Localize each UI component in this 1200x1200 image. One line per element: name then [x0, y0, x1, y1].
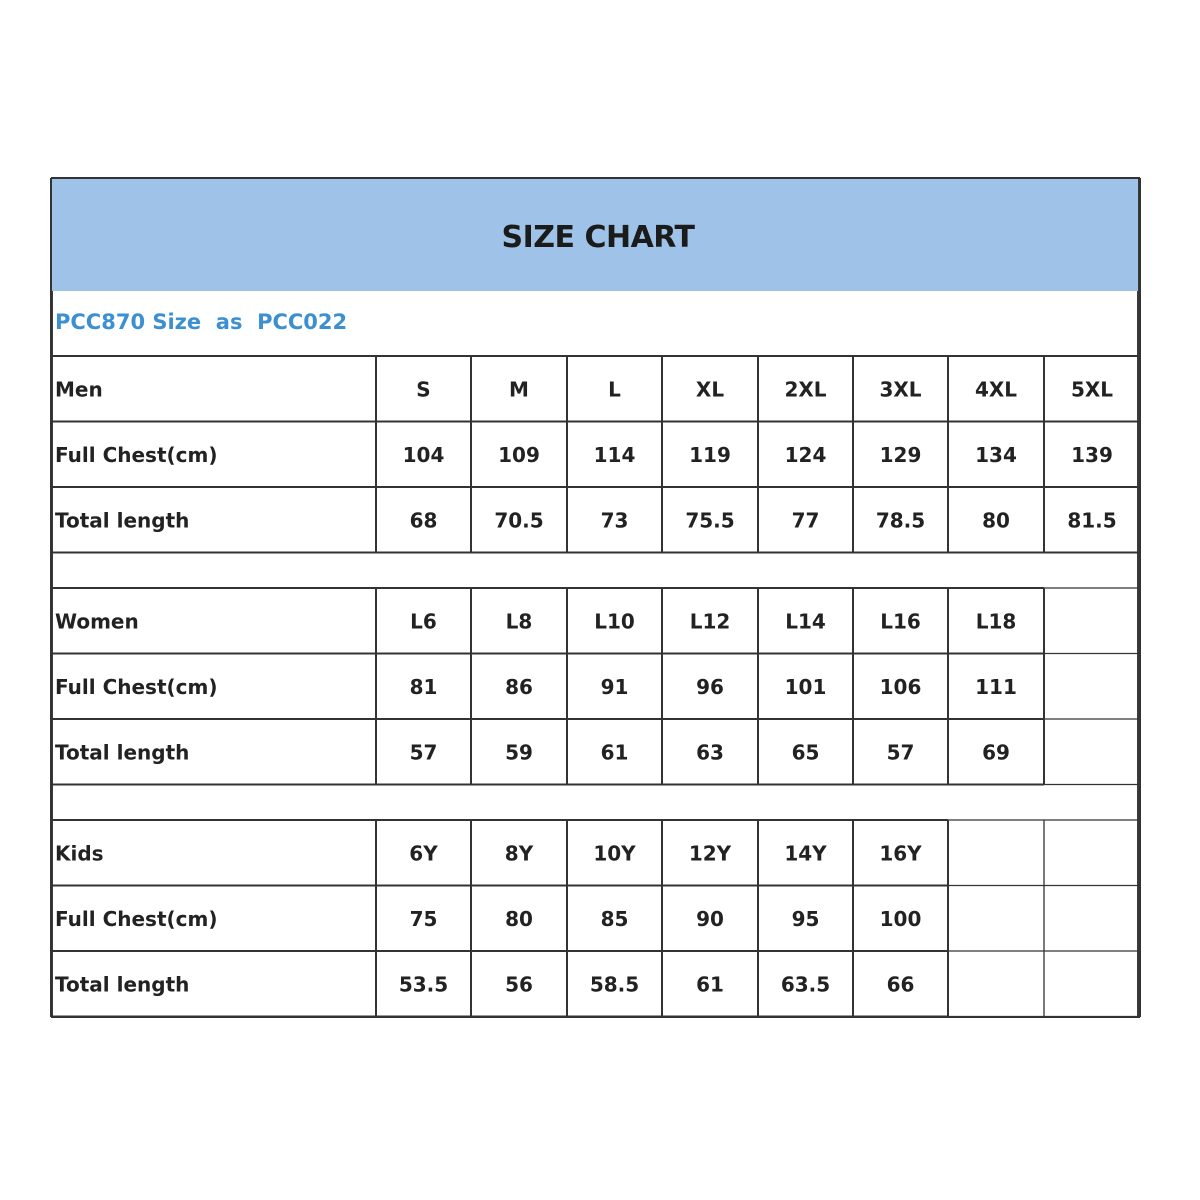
- chart-title: SIZE CHART: [501, 219, 695, 255]
- cell-value: 63: [696, 740, 724, 765]
- size-label: L: [608, 377, 621, 402]
- section-header-label: Women: [55, 609, 139, 634]
- cell-value: 75.5: [685, 508, 735, 533]
- size-label: 16Y: [879, 841, 922, 866]
- cell-value: 57: [409, 740, 438, 765]
- row-label: Total length: [55, 740, 190, 765]
- cell-value: 95: [791, 906, 820, 931]
- size-label: L16: [880, 609, 921, 634]
- size-label: 8Y: [504, 841, 534, 866]
- cell-value: 77: [791, 508, 820, 533]
- cell-value: 81: [409, 674, 438, 699]
- row-label: Total length: [55, 972, 190, 997]
- cell-value: 81.5: [1067, 508, 1117, 533]
- size-label: M: [509, 377, 529, 402]
- cell-value: 66: [886, 972, 915, 997]
- cell-value: 91: [600, 674, 629, 699]
- cell-value: 101: [784, 674, 827, 699]
- size-label: L10: [594, 609, 635, 634]
- cell-value: 80: [505, 906, 533, 931]
- cell-value: 96: [696, 674, 724, 699]
- cell-value: 61: [600, 740, 629, 765]
- cell-value: 56: [505, 972, 533, 997]
- row-label: Full Chest(cm): [55, 906, 218, 931]
- row-label: Total length: [55, 508, 190, 533]
- chart-subtitle: PCC870 Size as PCC022: [55, 310, 348, 334]
- size-label: XL: [695, 377, 725, 402]
- cell-value: 57: [886, 740, 915, 765]
- row-label: Full Chest(cm): [55, 442, 218, 467]
- cell-value: 85: [600, 906, 629, 931]
- size-label: 2XL: [784, 377, 827, 402]
- size-label: L18: [975, 609, 1017, 634]
- section-header-label: Men: [55, 377, 103, 402]
- size-label: L14: [785, 609, 826, 634]
- cell-value: 111: [975, 674, 1017, 699]
- cell-value: 109: [498, 442, 540, 467]
- size-label: 5XL: [1070, 377, 1114, 402]
- cell-value: 106: [879, 674, 922, 699]
- row-label: Full Chest(cm): [55, 674, 218, 699]
- cell-value: 124: [784, 442, 827, 467]
- size-label: L8: [505, 609, 533, 634]
- size-label: 14Y: [784, 841, 827, 866]
- cell-value: 100: [879, 906, 922, 931]
- cell-value: 63.5: [780, 972, 831, 997]
- cell-value: 129: [879, 442, 922, 467]
- size-label: L12: [689, 609, 731, 634]
- size-label: 10Y: [593, 841, 636, 866]
- cell-value: 70.5: [494, 508, 544, 533]
- cell-value: 68: [409, 508, 438, 533]
- cell-value: 53.5: [398, 972, 449, 997]
- cell-value: 80: [982, 508, 1010, 533]
- title-band: [52, 179, 1138, 291]
- cell-value: 65: [791, 740, 820, 765]
- size-label: S: [416, 377, 431, 402]
- section-header-label: Kids: [55, 841, 104, 866]
- cell-value: 90: [696, 906, 724, 931]
- cell-value: 75: [409, 906, 438, 931]
- cell-value: 61: [696, 972, 724, 997]
- size-label: 6Y: [409, 841, 438, 866]
- cell-value: 58.5: [589, 972, 640, 997]
- cell-value: 114: [593, 442, 636, 467]
- cell-value: 134: [975, 442, 1017, 467]
- cell-value: 119: [689, 442, 731, 467]
- cell-value: 104: [402, 442, 445, 467]
- cell-value: 73: [600, 508, 629, 533]
- size-label: L6: [410, 609, 437, 634]
- size-label: 3XL: [879, 377, 922, 402]
- cell-value: 78.5: [875, 508, 926, 533]
- cell-value: 59: [505, 740, 533, 765]
- size-label: 4XL: [974, 377, 1018, 402]
- cell-value: 86: [505, 674, 533, 699]
- cell-value: 139: [1071, 442, 1113, 467]
- cell-value: 69: [982, 740, 1010, 765]
- size-label: 12Y: [688, 841, 732, 866]
